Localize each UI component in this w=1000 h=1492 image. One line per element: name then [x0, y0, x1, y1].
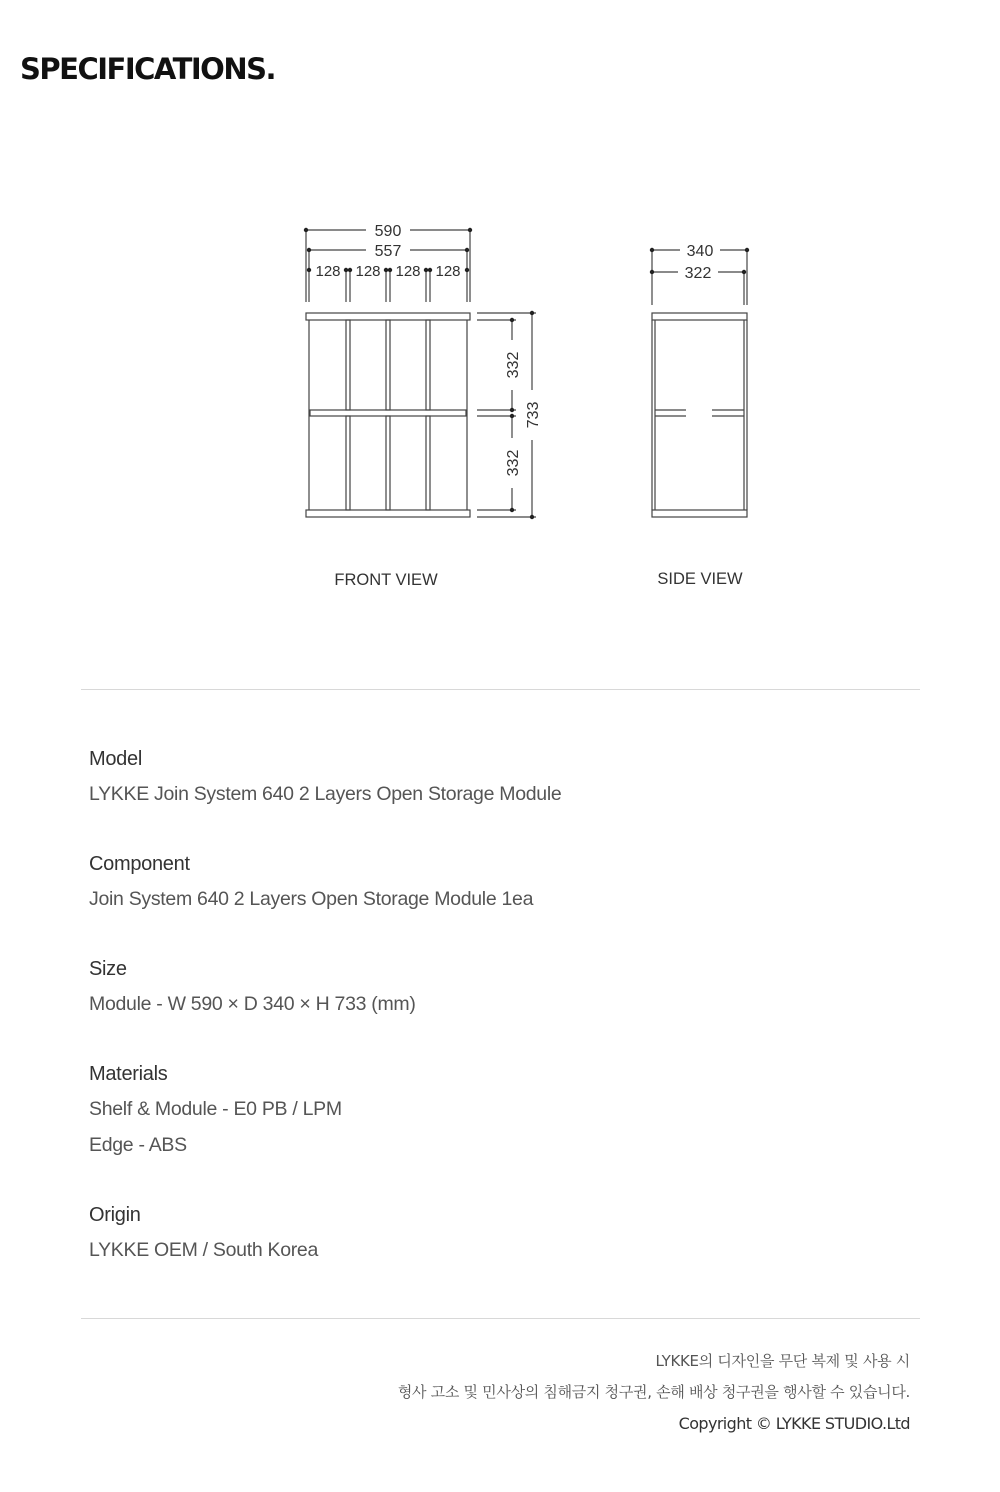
spec-value: Module - W 590 × D 340 × H 733 (mm)	[89, 993, 416, 1015]
spec-origin	[89, 1198, 889, 1268]
notice-line: 형사 고소 및 민사상의 침해금지 청구권, 손해 배상 청구권을 행사할 수 있습니다.	[397, 1383, 910, 1401]
front-section-height: 332	[505, 351, 522, 379]
spec-label: Size	[89, 958, 127, 980]
spec-materials	[89, 1057, 889, 1163]
spec-list	[89, 742, 889, 1303]
side-inner-depth: 322	[684, 265, 712, 282]
front-section-height: 332	[505, 449, 522, 477]
copyright-text: Copyright © LYKKE STUDIO.Ltd	[678, 1414, 910, 1433]
side-view-frame	[652, 313, 747, 517]
front-inner-width: 557	[374, 243, 402, 260]
side-overall-depth: 340	[686, 243, 714, 260]
notice-line: LYKKE의 디자인을 무단 복제 및 사용 시	[655, 1352, 910, 1370]
spec-size	[89, 952, 889, 1022]
bottom-divider	[81, 1318, 920, 1319]
spec-label: Materials	[89, 1063, 168, 1085]
spec-label: Model	[89, 748, 142, 770]
spec-value: Join System 640 2 Layers Open Storage Module 1ea	[89, 888, 534, 910]
front-bay-width: 128	[355, 263, 381, 280]
spec-label: Origin	[89, 1204, 141, 1226]
spec-value: Shelf & Module - E0 PB / LPM	[89, 1098, 342, 1120]
spec-value: LYKKE Join System 640 2 Layers Open Storage Module	[89, 783, 562, 805]
front-bay-width: 128	[435, 263, 461, 280]
top-divider	[81, 689, 920, 690]
spec-value: Edge - ABS	[89, 1134, 187, 1156]
front-view-label: FRONT VIEW	[334, 571, 438, 589]
front-bay-width: 128	[315, 263, 341, 280]
spec-label: Component	[89, 853, 190, 875]
front-overall-height: 733	[525, 401, 542, 429]
page-title: SPECIFICATIONS.	[20, 52, 275, 86]
spec-model	[89, 742, 889, 812]
front-view-frame	[306, 313, 470, 517]
technical-drawing	[0, 200, 1000, 620]
spec-component	[89, 847, 889, 917]
side-view-label: SIDE VIEW	[657, 570, 743, 588]
front-overall-width: 590	[374, 223, 402, 240]
spec-value: LYKKE OEM / South Korea	[89, 1239, 319, 1261]
front-bay-width: 128	[395, 263, 421, 280]
footer	[398, 1346, 910, 1440]
